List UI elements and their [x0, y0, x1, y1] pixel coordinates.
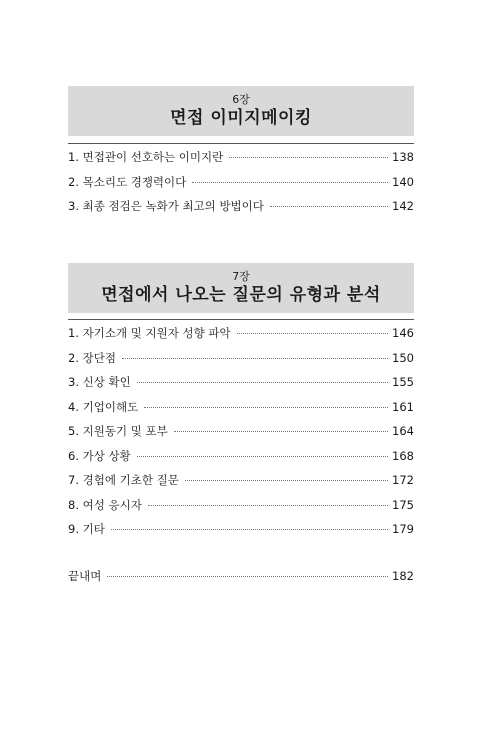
leader-dots	[174, 431, 388, 432]
leader-dots	[185, 480, 388, 481]
chapter-number: 6장	[232, 93, 250, 106]
toc-entry-title: 9. 기타	[68, 522, 105, 536]
leader-dots	[137, 382, 388, 383]
divider	[68, 319, 414, 320]
leader-dots	[144, 407, 388, 408]
toc-entry-title: 5. 지원동기 및 포부	[68, 424, 168, 438]
toc-entry-page: 168	[392, 448, 414, 463]
toc-entry-page: 140	[392, 174, 414, 189]
toc-entry-title: 3. 신상 확인	[68, 375, 131, 389]
chapter-7-header	[68, 263, 414, 313]
toc-entry[interactable]	[68, 321, 414, 346]
toc-entry[interactable]	[68, 395, 414, 420]
leader-dots	[137, 456, 388, 457]
leader-dots	[270, 206, 388, 207]
toc-entry-title: 3. 최종 점검은 녹화가 최고의 방법이다	[68, 199, 264, 213]
toc-entry[interactable]	[68, 346, 414, 371]
toc-entry[interactable]	[68, 145, 414, 170]
toc-entry[interactable]	[68, 194, 414, 219]
toc-entry-page: 161	[392, 399, 414, 414]
toc-entry[interactable]	[68, 444, 414, 469]
toc-entry-title: 2. 장단점	[68, 350, 116, 365]
chapter-6-header	[68, 86, 414, 136]
toc-entry-page: 142	[392, 199, 414, 213]
toc-entry[interactable]	[68, 493, 414, 518]
chapter-number: 7장	[232, 270, 250, 283]
toc-entry-title: 8. 여성 응시자	[68, 497, 142, 512]
toc-entry-page: 172	[392, 473, 414, 487]
toc-entry-page: 175	[392, 497, 414, 512]
toc-entry-page: 179	[392, 522, 414, 536]
leader-dots	[237, 333, 388, 334]
toc-entry[interactable]	[68, 517, 414, 542]
chapter-6-toc	[68, 145, 414, 219]
toc-entry-title: 1. 면접관이 선호하는 이미지란	[68, 150, 224, 164]
toc-entry-title: 2. 목소리도 경쟁력이다	[68, 174, 187, 189]
toc-entry-title: 7. 경험에 기초한 질문	[68, 473, 179, 487]
toc-entry-title: 4. 기업이해도	[68, 399, 139, 414]
chapter-7-toc	[68, 321, 414, 542]
toc-entry[interactable]	[68, 370, 414, 395]
toc-entry-title: 끝내며	[68, 569, 102, 583]
leader-dots	[229, 157, 388, 158]
toc-entry-page: 155	[392, 375, 414, 389]
toc-entry-title: 1. 자기소개 및 지원자 성향 파악	[68, 326, 231, 340]
closing-toc	[68, 564, 414, 589]
toc-entry-title: 6. 가상 상황	[68, 448, 131, 463]
leader-dots	[192, 182, 388, 183]
chapter-title: 면접 이미지메이킹	[170, 108, 312, 128]
leader-dots	[107, 576, 388, 577]
toc-entry-closing[interactable]	[68, 564, 414, 589]
toc-entry[interactable]	[68, 468, 414, 493]
leader-dots	[122, 358, 388, 359]
toc-entry-page: 182	[392, 569, 414, 583]
chapter-title: 면접에서 나오는 질문의 유형과 분석	[101, 285, 381, 305]
toc-entry[interactable]	[68, 170, 414, 195]
divider	[68, 143, 414, 144]
leader-dots	[148, 505, 388, 506]
toc-entry[interactable]	[68, 419, 414, 444]
leader-dots	[111, 529, 388, 530]
toc-entry-page: 146	[392, 326, 414, 340]
toc-entry-page: 150	[392, 350, 414, 365]
toc-entry-page: 164	[392, 424, 414, 438]
toc-entry-page: 138	[392, 150, 414, 164]
